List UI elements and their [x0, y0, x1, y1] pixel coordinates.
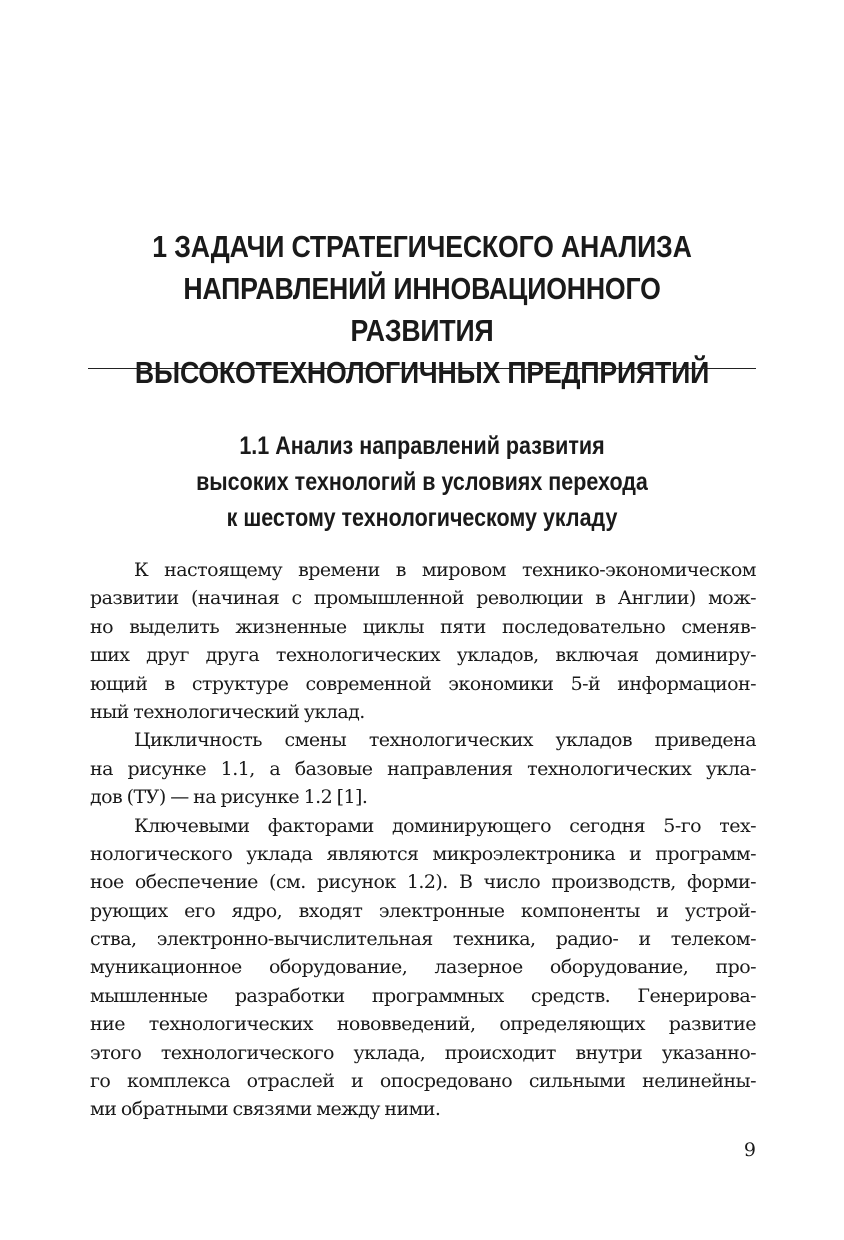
chapter-title-line: 1 ЗАДАЧИ СТРАТЕГИЧЕСКОГО АНАЛИЗА: [152, 229, 692, 264]
paragraph-3-line: Ключевыми факторами доминирующего сегодня 5-го тех-: [134, 814, 756, 837]
section-title-line: высоких технологий в условиях перехода: [196, 468, 648, 496]
section-title-line: к шестому технологическому укладу: [226, 504, 618, 532]
paragraph-1-line: но выделить жизненные циклы пяти последовательно сменяв-: [90, 615, 756, 638]
paragraph-3-line: рующих его ядро, входят электронные компоненты и устрой-: [90, 899, 756, 922]
paragraph-1-line: развитии (начиная с промышленной революции в Англии) мож-: [90, 587, 756, 610]
paragraph-2-line: на рисунке 1.1, а базовые направления технологических укла-: [90, 757, 756, 780]
paragraph-1-line: К настоящему времени в мировом технико-экономическом: [134, 559, 756, 581]
chapter-divider: [88, 368, 756, 369]
paragraph-3-line: мышленные разработки программных средств. Генерирова-: [90, 984, 756, 1007]
chapter-title-line: ВЫСОКОТЕХНОЛОГИЧНЫХ ПРЕДПРИЯТИЙ: [134, 355, 710, 390]
paragraph-3-line: го комплекса отраслей и опосредовано сильными нелинейны-: [90, 1070, 756, 1093]
paragraph-3-line: ное обеспечение (см. рисунок 1.2). В число производств, форми-: [90, 871, 756, 894]
paragraph-2-line: Цикличность смены технологических укладов приведена: [134, 729, 756, 752]
chapter-title-line: НАПРАВЛЕНИЙ ИННОВАЦИОННОГО РАЗВИТИЯ: [183, 271, 661, 348]
paragraph-3-line: ства, электронно-вычислительная техника, радио- и телеком-: [90, 928, 756, 951]
section-title: [135, 428, 709, 536]
paragraph-3-line: нологического уклада являются микроэлектроника и программ-: [90, 842, 756, 865]
paragraph-1-line: ющий в структуре современной экономики 5-й информацион-: [90, 672, 756, 695]
section-title-line: 1.1 Анализ направлений развития: [239, 432, 605, 460]
paragraph-3-line: муникационное оборудование, лазерное оборудование, про-: [90, 956, 756, 979]
paragraph-1-line: ный технологический уклад.: [90, 700, 365, 723]
paragraph-3-line: ми обратными связями между ними.: [90, 1098, 441, 1121]
page-number: 9: [743, 1139, 756, 1161]
body-text: [90, 556, 756, 1124]
paragraph-3-line: ние технологических нововведений, определяющих развитие: [90, 1013, 756, 1036]
paragraph-2-line: дов (ТУ) — на рисунке 1.2 [1].: [90, 786, 368, 809]
paragraph-3-line: этого технологического уклада, происходит внутри указанно-: [90, 1041, 756, 1064]
paragraph-1-line: ших друг друга технологических укладов, включая доминиру-: [90, 644, 756, 667]
